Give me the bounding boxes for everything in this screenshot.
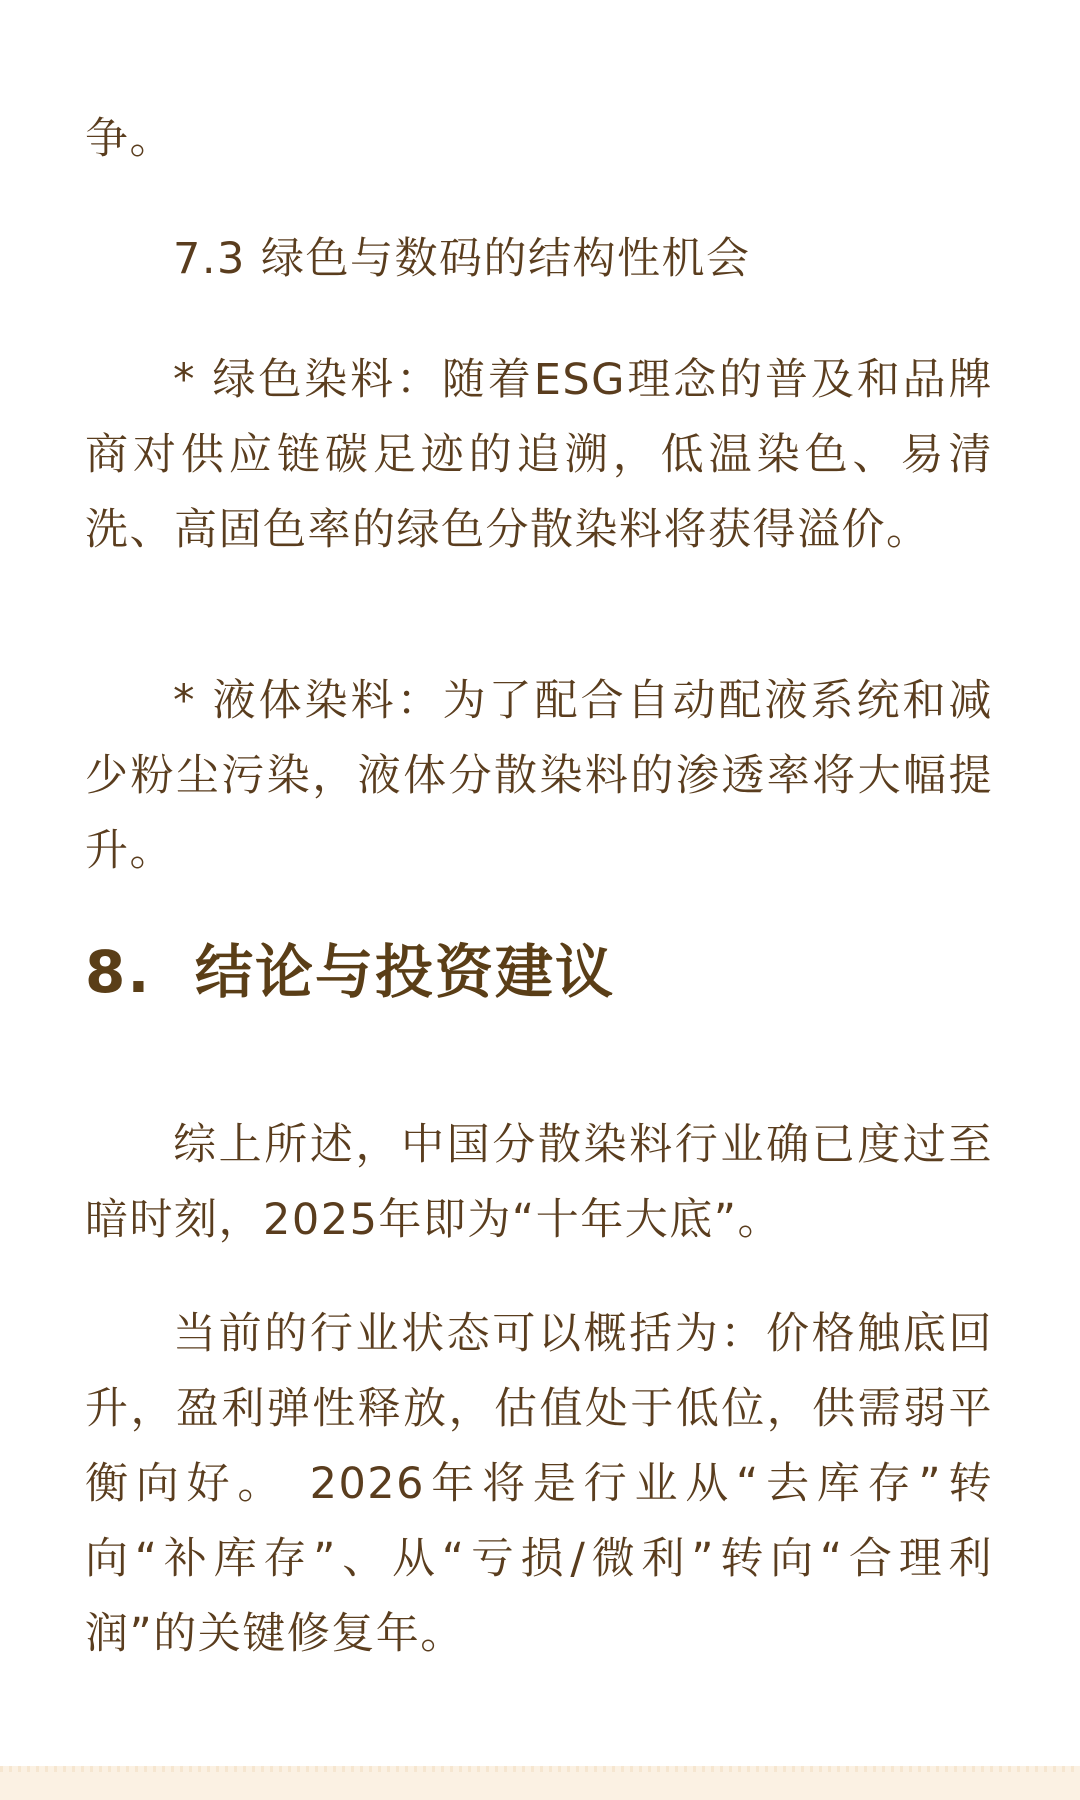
section-title: 结论与投资建议 bbox=[195, 938, 616, 1006]
paragraph-continuation: 争。 bbox=[85, 114, 174, 164]
paragraph-liquid-dyes: * 液体染料：为了配合自动配液系统和减少粉尘污染，液体分散染料的渗透率将大幅提升。 bbox=[85, 676, 993, 876]
paragraph-outlook: 当前的行业状态可以概括为：价格触底回升，盈利弹性释放，估值处于低位，供需弱平衡向好。 2026年将是行业从“去库存”转向“补库存”、从“亏损/微利”转向“合理利润”的关键修复年。 bbox=[85, 1309, 993, 1659]
subsection-heading: 7.3 绿色与数码的结构性机会 bbox=[173, 234, 751, 284]
section-number: 8. bbox=[85, 938, 152, 1006]
paragraph-green-dyes: * 绿色染料：随着ESG理念的普及和品牌商对供应链碳足迹的追溯，低温染色、易清洗、高固色率的绿色分散染料将获得溢价。 bbox=[85, 355, 993, 555]
paragraph-conclusion: 综上所述，中国分散染料行业确已度过至暗时刻，2025年即为“十年大底”。 bbox=[85, 1120, 993, 1245]
section-heading bbox=[85, 932, 615, 1012]
footer-band bbox=[0, 1766, 1080, 1800]
